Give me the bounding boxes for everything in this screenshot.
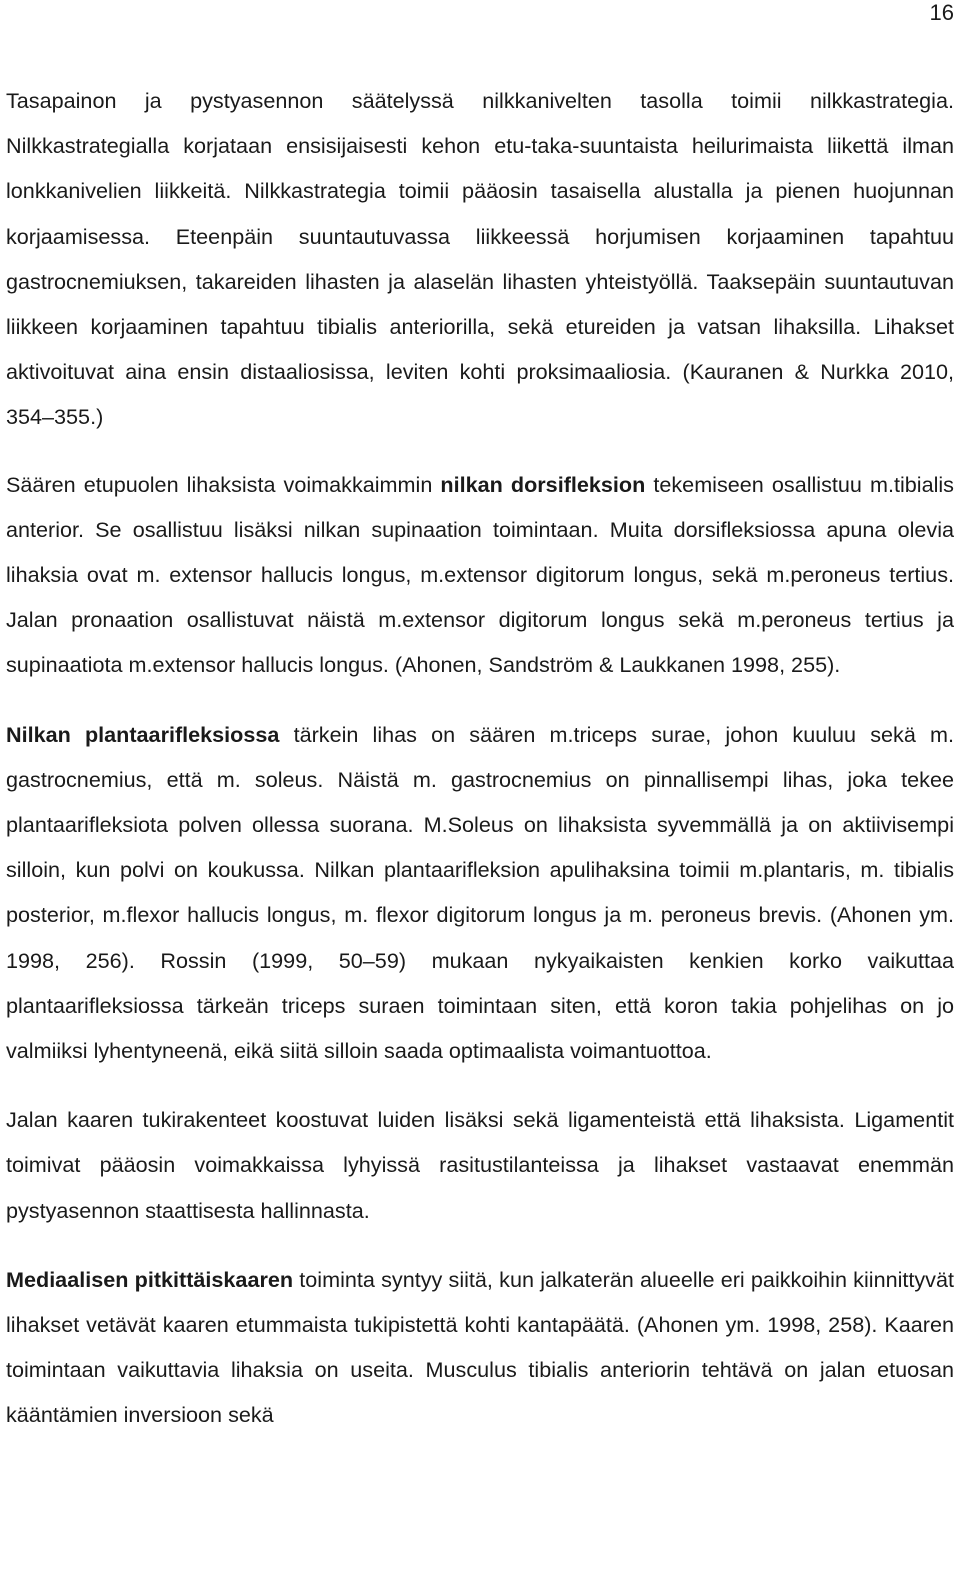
paragraph-text: toiminta syntyy siitä, kun jalkaterän alueelle eri paikkoihin kiinnittyvät lihakset vetävät kaaren etummaista tukipistettä kohti kantapäätä. (Ahonen ym. 1998, 258). Kaaren toimintaan vaikuttavia lihaksia on useita. Musculus tibialis anteriorin tehtävä on jalan etuosan kääntämien inversioon sekä [6, 1266, 954, 1428]
bold-term: Mediaalisen pitkittäiskaaren [6, 1266, 294, 1292]
paragraph-plantarflexion [6, 712, 954, 1074]
paragraph-text: tärkein lihas on säären m.triceps surae, johon kuuluu sekä m. gastrocnemius, että m. soleus. Näistä m. gastrocnemius on pinnallisempi lihas, joka tekee plantaarifleksiota polven ollessa suorana. M.Soleus on lihaksista syvemmällä ja on aktiivisempi silloin, kun polvi on koukussa. Nilkan plantaarifleksion apulihaksina toimii m.plantaris, m. tibialis posterior, m.flexor hallucis longus, m. flexor digitorum longus ja m. peroneus brevis. (Ahonen ym. 1998, 256). Rossin (1999, 50–59) mukaan nykyaikaisten kenkien korko vaikuttaa plantaarifleksiossa tärkeän triceps suraen toimintaan siten, että koron takia pohjelihas on jo valmiiksi lyhentyneenä, eikä siitä silloin saada optimaalista voimantuottoa. [6, 721, 954, 1064]
paragraph-medial-arch [6, 1257, 954, 1438]
page-number: 16 [929, 0, 954, 25]
paragraph-text: Säären etupuolen lihaksista voimakkaimmin [6, 471, 441, 497]
paragraph-dorsiflexion [6, 462, 954, 688]
document-body [6, 78, 954, 1438]
paragraph-balance-strategy: Tasapainon ja pystyasennon säätelyssä nilkkanivelten tasolla toimii nilkkastrategia. Nilkkastrategialla korjataan ensisijaisesti kehon etu-taka-suuntaista heilurimaista liikettä ilman lonkkanivelien liikkeitä. Nilkkastrategia toimii pääosin tasaisella alustalla ja pienen huojunnan korjaamisessa. Eteenpäin suuntautuvassa liikkeessä horjumisen korjaaminen tapahtuu gastrocnemiuksen, takareiden lihasten ja alaselän lihasten yhteistyöllä. Taaksepäin suuntautuvan liikkeen korjaaminen tapahtuu tibialis anteriorilla, sekä etureiden ja vatsan lihaksilla. Lihakset aktivoituvat aina ensin distaaliosissa, leviten kohti proksimaaliosia. (Kauranen & Nurkka 2010, 354–355.) [6, 88, 954, 430]
bold-term: Nilkan plantaarifleksiossa [6, 721, 280, 747]
paragraph-arch-support: Jalan kaaren tukirakenteet koostuvat luiden lisäksi sekä ligamenteistä että lihaksista. Ligamentit toimivat pääosin voimakkaissa lyhyissä rasitustilanteissa ja lihakset vastaavat enemmän pystyasennon staattisesta hallinnasta. [6, 1107, 954, 1223]
paragraph-text: tekemiseen osallistuu m.tibialis anterior. Se osallistuu lisäksi nilkan supinaation toimintaan. Muita dorsifleksiossa apuna olevia lihaksia ovat m. extensor hallucis longus, m.extensor digitorum longus, sekä m.peroneus tertius. Jalan pronaation osallistuvat näistä m.extensor digitorum longus sekä m.peroneus tertius ja supinaatiota m.extensor hallucis longus. (Ahonen, Sandström & Laukkanen 1998, 255). [6, 471, 954, 678]
bold-term: nilkan dorsifleksion [440, 471, 646, 497]
